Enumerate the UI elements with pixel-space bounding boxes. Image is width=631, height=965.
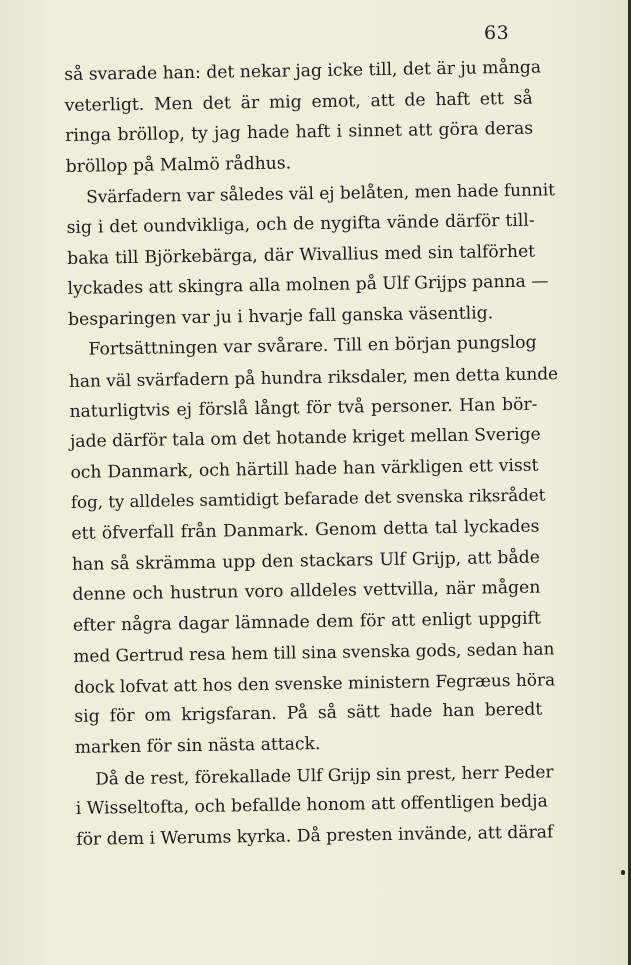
text-line: marken för sin nästa attack. (74, 734, 321, 758)
text-line: sig för om krigsfaran. På så sätt hade han beredt (74, 700, 543, 728)
text-line: baka till Björkebärga, där Wivallius med sin talförhet (66, 241, 536, 269)
text-line: jade därför tala om det hotande kriget mellan Sverige (69, 424, 541, 453)
text-line: för dem i Werums kyrka. Då presten invände, att däraf (76, 822, 554, 850)
paragraph-start: Då de rest, förekallade Ulf Grijp sin prest, herr Peder (95, 761, 554, 789)
text-line: ett öfverfall från Danmark. Genom detta tal lyckades (71, 516, 540, 544)
page-number: 63 (484, 22, 510, 44)
text-line: fog, ty alldeles samtidigt befarade det svenska riksrådet (70, 485, 546, 513)
text-line: så svarade han: det nekar jag icke till, det är ju många (64, 57, 542, 85)
text-line: i Wisseltofta, och befallde honom att offentligen bedja (75, 791, 548, 820)
text-line: besparingen var ju i hvarje fall ganska väsentlig. (67, 303, 494, 330)
body-text (64, 53, 559, 856)
text-line: dock lofvat att hos den svenske ministern Fegræus höra (73, 669, 556, 697)
text-line: sig i det oundvikliga, och de nygifta vände därför till- (66, 210, 535, 238)
text-line: veterligt. Men det är mig emot, att de haft ett så (64, 88, 533, 116)
text-line: ringa bröllop, ty jag hade haft i sinnet att göra deras (65, 118, 534, 147)
text-line: han så skrämma upp den stackars Ulf Grijp, att både (71, 547, 541, 575)
text-line: efter några dagar lämnade dem för att enligt uppgift (72, 608, 541, 636)
paper-mark (621, 870, 625, 875)
text-line: och Danmark, och härtill hade han värkligen ett visst (70, 455, 539, 483)
text-line: bröllop på Malmö rådhus. (65, 153, 292, 177)
text-line: denne och hustrun voro alldeles vettvilla, när mågen (72, 577, 541, 606)
paragraph-start: Svärfadern var således väl ej belåten, men hade funnit (85, 179, 556, 208)
text-line: naturligtvis ej förslå långt för två personer. Han bör- (69, 394, 538, 422)
text-line: lyckades att skingra alla molnen på Ulf Grijps panna — (67, 271, 549, 300)
text-line: han väl svärfadern på hundra riksdaler, men detta kunde (68, 363, 559, 391)
text-line: med Gertrud resa hem till sina svenska gods, sedan han (73, 638, 555, 667)
paragraph-start: Fortsättningen var svårare. Till en början pungslog (88, 332, 537, 360)
